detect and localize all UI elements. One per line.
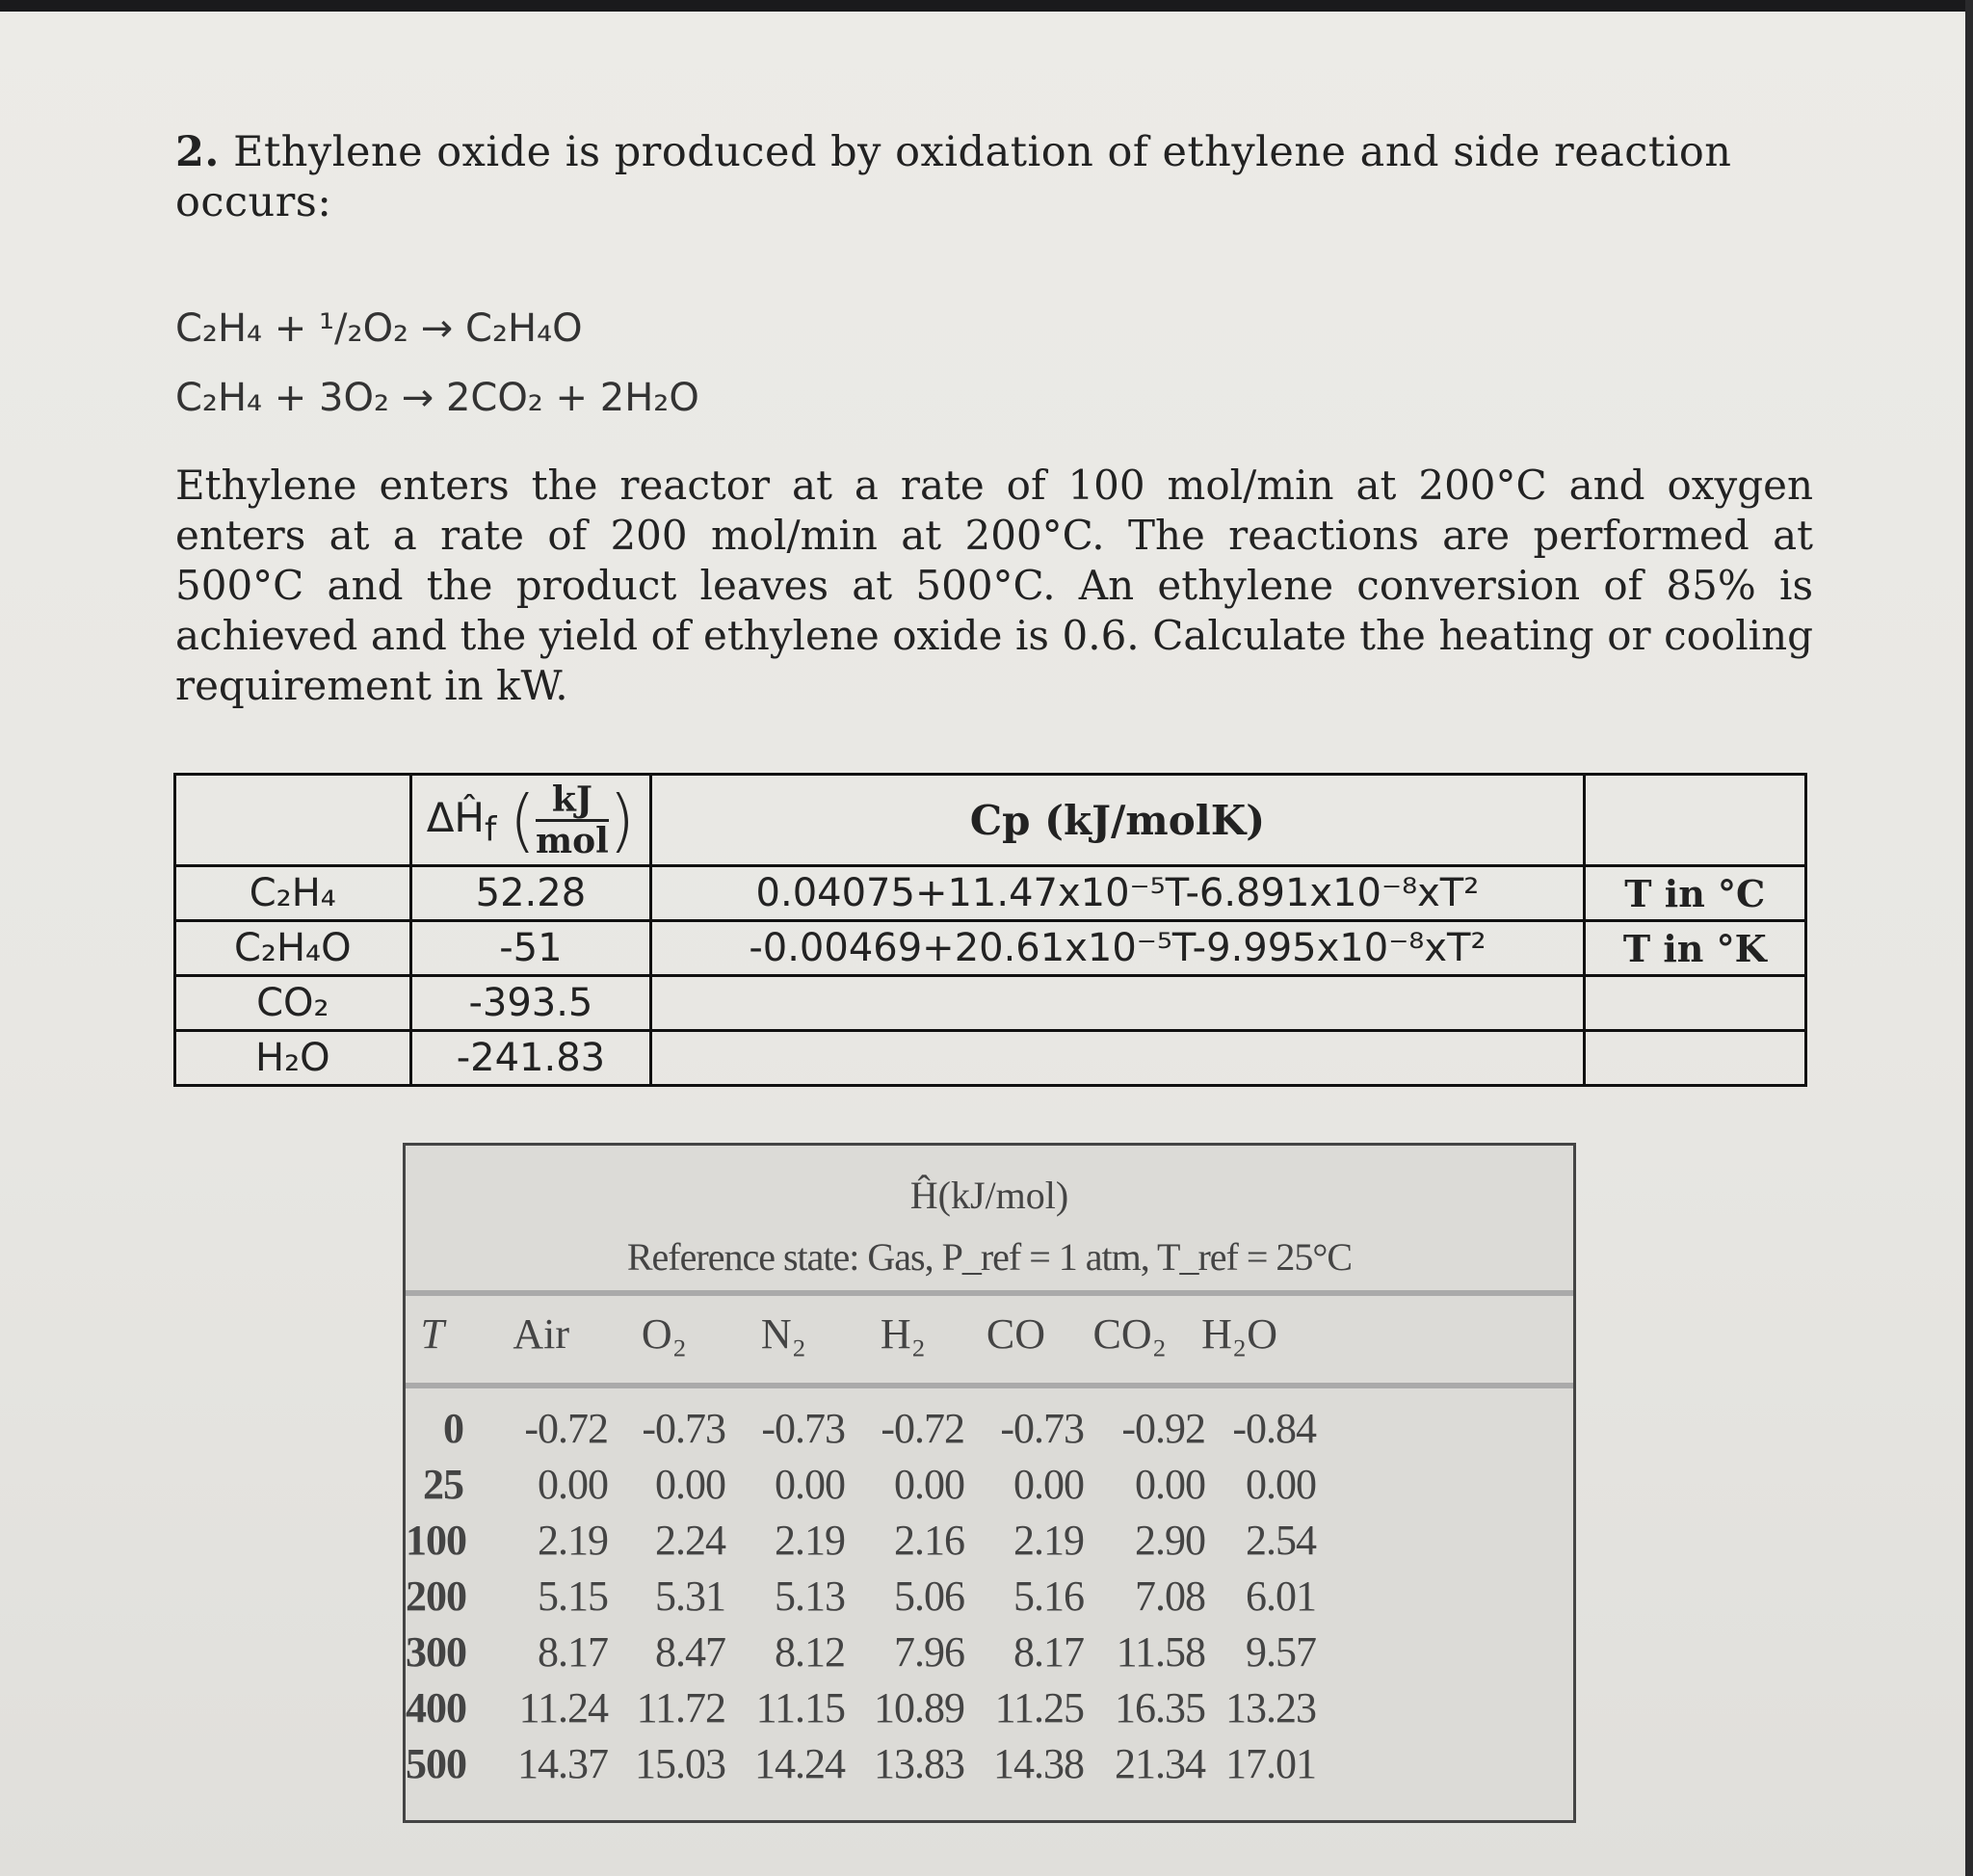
enthalpy-cell: 21.34 [1115, 1740, 1205, 1787]
enthalpy-cell: 400 [406, 1684, 466, 1731]
equation-2: C₂H₄ + 3O₂ → 2CO₂ + 2H₂O [175, 376, 699, 420]
equation-1: C₂H₄ + ¹/₂O₂ → C₂H₄O [175, 306, 583, 351]
enthalpy-header-cell: H₂O [1201, 1310, 1277, 1358]
cp-cell [651, 1031, 1584, 1086]
enthalpy-cell: 0.00 [1135, 1461, 1205, 1508]
problem-text-1: Ethylene oxide is produced by oxidation of ethylene and side reaction [233, 128, 1732, 176]
enthalpy-cell: 2.54 [1246, 1517, 1316, 1564]
enthalpy-row [406, 1627, 1573, 1683]
enthalpy-cell: 7.96 [894, 1628, 964, 1676]
enthalpy-cell: 2.16 [894, 1517, 964, 1564]
cp-cell: -0.00469+20.61x10⁻⁵T-9.995x10⁻⁸xT² [651, 921, 1584, 976]
enthalpy-header-cell: N₂ [760, 1310, 806, 1358]
enthalpy-cell: -0.72 [881, 1405, 964, 1452]
enthalpy-cell: 0.00 [1246, 1461, 1316, 1508]
enthalpy-cell: 17.01 [1225, 1740, 1316, 1787]
enthalpy-cell: 8.17 [1013, 1628, 1084, 1676]
enthalpy-row [406, 1572, 1573, 1627]
enthalpy-cell: 5.06 [894, 1572, 964, 1620]
enthalpy-cell: 52.28 [410, 866, 651, 921]
properties-row [175, 976, 1806, 1031]
enthalpy-cell: 8.12 [775, 1628, 845, 1676]
enthalpy-cell: 14.38 [993, 1740, 1084, 1787]
enthalpy-cell: 15.03 [635, 1740, 725, 1787]
properties-row [175, 1031, 1806, 1086]
enthalpy-cell: 11.72 [636, 1684, 725, 1731]
problem-line-2: occurs: [175, 178, 332, 226]
enthalpy-cell: 6.01 [1246, 1572, 1316, 1620]
enthalpy-cell: 11.25 [994, 1684, 1084, 1731]
unit-numerator: kJ [536, 780, 609, 822]
enthalpy-row [406, 1683, 1573, 1739]
enthalpy-formation-header: $\Delta Ĥ_f$ ( $\frac{kJ}{\text{mol}}$ ) [410, 775, 651, 866]
table-rule-header [406, 1383, 1573, 1388]
enthalpy-cell: 500 [406, 1740, 466, 1787]
enthalpy-cell: 0.00 [538, 1461, 608, 1508]
enthalpy-header-cell: O₂ [641, 1310, 687, 1358]
problem-line-1 [175, 127, 1823, 177]
table-rule-top [406, 1290, 1573, 1296]
delta-h-symbol: ΔĤ [426, 793, 486, 841]
enthalpy-cell: 0.00 [775, 1461, 845, 1508]
enthalpy-header-cell: CO [986, 1310, 1045, 1358]
species-cell: H₂O [175, 1031, 411, 1086]
enthalpy-cell: 100 [406, 1517, 466, 1564]
enthalpy-cell: 11.24 [518, 1684, 608, 1731]
enthalpy-cell: -0.73 [761, 1405, 845, 1452]
unit-denominator: mol [536, 820, 609, 861]
enthalpy-cell: 25 [423, 1461, 463, 1508]
enthalpy-cell: 5.31 [655, 1572, 725, 1620]
enthalpy-cell: -51 [410, 921, 651, 976]
properties-header-row [175, 775, 1806, 866]
cp-cell: 0.04075+11.47x10⁻⁵T-6.891x10⁻⁸xT² [651, 866, 1584, 921]
properties-row [175, 921, 1806, 976]
enthalpy-cell: 16.35 [1115, 1684, 1205, 1731]
species-cell: C₂H₄O [175, 921, 411, 976]
enthalpy-cell: 14.24 [754, 1740, 845, 1787]
enthalpy-table-title [406, 1165, 1573, 1288]
enthalpy-cell: 2.90 [1135, 1517, 1205, 1564]
enthalpy-cell: -393.5 [410, 976, 651, 1031]
tnote-cell [1584, 1031, 1805, 1086]
cp-header: Cp (kJ/molK) [651, 775, 1584, 866]
enthalpy-header-cell: Air [513, 1310, 569, 1358]
enthalpy-cell: 7.08 [1135, 1572, 1205, 1620]
screen-top-edge [0, 0, 1973, 12]
enthalpy-cell: 2.19 [1013, 1517, 1084, 1564]
enthalpy-cell: -0.72 [524, 1405, 608, 1452]
problem-number: 2. [175, 128, 220, 176]
delta-h-subscript: f [485, 809, 497, 849]
enthalpy-unit-title: Ĥ(kJ/mol) [909, 1174, 1069, 1217]
enthalpy-cell: 2.24 [655, 1517, 725, 1564]
enthalpy-cell: 13.83 [874, 1740, 964, 1787]
enthalpy-row [406, 1516, 1573, 1572]
enthalpy-cell: 10.89 [874, 1684, 964, 1731]
enthalpy-cell: 5.13 [775, 1572, 845, 1620]
enthalpy-row [406, 1739, 1573, 1795]
tnote-header-cell [1584, 775, 1805, 866]
enthalpy-cell: 8.47 [655, 1628, 725, 1676]
enthalpy-rows [406, 1404, 1573, 1795]
problem-paragraph: Ethylene enters the reactor at a rate of 100 mol/min at 200°C and oxygen enters at a rate of 200 mol/min at 200°C. The reactions are performed at 500°C and the product leaves at 500°C. An ethylene conversion of 85% is achieved and the yield of ethylene oxide is 0.6. Calculate the heating or cooling requirement in kW. [175, 462, 1813, 709]
enthalpy-cell: 0.00 [894, 1461, 964, 1508]
tnote-cell: T in °C [1584, 866, 1805, 921]
unit-fraction [536, 780, 609, 860]
enthalpy-cell: -0.73 [1000, 1405, 1084, 1452]
species-cell: CO₂ [175, 976, 411, 1031]
enthalpy-cell: 5.15 [538, 1572, 608, 1620]
tnote-cell [1584, 976, 1805, 1031]
enthalpy-cell: 300 [406, 1628, 466, 1676]
enthalpy-cell: -0.73 [642, 1405, 725, 1452]
enthalpy-header-cell: T [420, 1310, 444, 1358]
reference-state: Reference state: Gas, P_ref = 1 atm, T_ref = 25°C [626, 1235, 1353, 1279]
enthalpy-cell: 200 [406, 1572, 466, 1620]
enthalpy-table [403, 1143, 1576, 1823]
enthalpy-cell: 9.57 [1246, 1628, 1316, 1676]
enthalpy-row [406, 1404, 1573, 1460]
enthalpy-header-cell: H₂ [880, 1310, 926, 1358]
enthalpy-header-row [406, 1309, 1573, 1367]
enthalpy-cell: 8.17 [538, 1628, 608, 1676]
enthalpy-cell: 13.23 [1225, 1684, 1316, 1731]
enthalpy-cell: 11.15 [755, 1684, 845, 1731]
enthalpy-cell: 2.19 [775, 1517, 845, 1564]
enthalpy-cell: 14.37 [517, 1740, 608, 1787]
species-header-cell [175, 775, 411, 866]
enthalpy-cell: -0.84 [1232, 1405, 1316, 1452]
enthalpy-cell: 2.19 [538, 1517, 608, 1564]
cp-cell [651, 976, 1584, 1031]
enthalpy-cell: 5.16 [1013, 1572, 1084, 1620]
problem-statement [175, 127, 1823, 227]
enthalpy-cell: 0.00 [655, 1461, 725, 1508]
enthalpy-cell: 11.58 [1116, 1628, 1205, 1676]
enthalpy-cell: -0.92 [1121, 1405, 1205, 1452]
reaction-equations [175, 294, 699, 433]
enthalpy-row [406, 1460, 1573, 1516]
enthalpy-cell: -241.83 [410, 1031, 651, 1086]
properties-row [175, 866, 1806, 921]
enthalpy-cell: 0 [443, 1405, 463, 1452]
screen-right-edge [1965, 0, 1973, 1876]
species-cell: C₂H₄ [175, 866, 411, 921]
properties-table [173, 773, 1807, 1087]
enthalpy-cell: 0.00 [1013, 1461, 1084, 1508]
enthalpy-header-cell: CO₂ [1092, 1310, 1167, 1358]
tnote-cell: T in °K [1584, 921, 1805, 976]
